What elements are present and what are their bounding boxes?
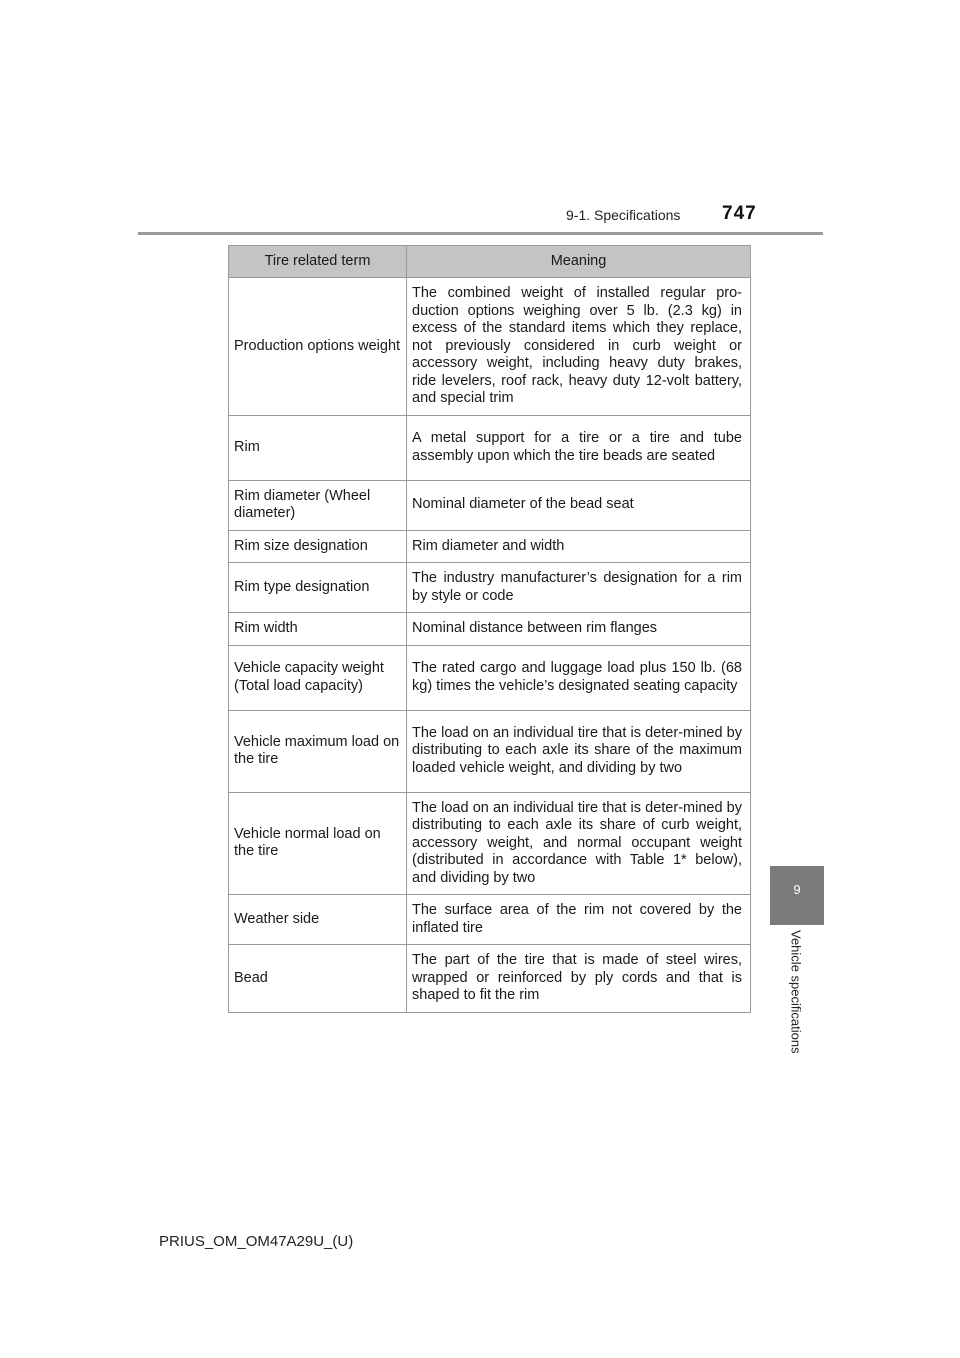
term-cell: Rim — [229, 415, 407, 480]
chapter-tab[interactable] — [770, 866, 824, 925]
term-cell: Rim size designation — [229, 530, 407, 563]
table-row — [229, 710, 751, 792]
table-row — [229, 792, 751, 895]
term-cell: Vehicle normal load on the tire — [229, 792, 407, 895]
meaning-cell: The surface area of the rim not covered by the inflated tire — [407, 895, 751, 945]
table-row — [229, 613, 751, 646]
column-header-term: Tire related term — [229, 246, 407, 278]
page-number: 747 — [722, 203, 757, 224]
table-row — [229, 895, 751, 945]
meaning-cell: Nominal distance between rim flanges — [407, 613, 751, 646]
tire-terms-table — [228, 245, 751, 1013]
meaning-cell: The combined weight of installed regular pro-duction options weighing over 5 lb. (2.3 kg) in excess of the standard items which they replace, not previously considered in curb weight or accessory weight, including heavy duty brakes, ride levelers, roof rack, heavy duty 12-volt battery, and special trim — [407, 278, 751, 416]
term-cell: Bead — [229, 945, 407, 1013]
term-cell: Vehicle capacity weight (Total load capacity) — [229, 645, 407, 710]
header-divider — [138, 232, 823, 235]
term-cell: Rim type designation — [229, 563, 407, 613]
meaning-cell: The load on an individual tire that is deter-mined by distributing to each axle its share of the maximum loaded vehicle weight, and dividing by two — [407, 710, 751, 792]
column-header-meaning: Meaning — [407, 246, 751, 278]
table-header-row — [229, 246, 751, 278]
section-title: 9-1. Specifications — [566, 207, 681, 223]
term-cell: Rim width — [229, 613, 407, 646]
chapter-label: Vehicle specifications — [788, 930, 804, 1054]
term-cell: Rim diameter (Wheel diameter) — [229, 480, 407, 530]
meaning-cell: The load on an individual tire that is deter-mined by distributing to each axle its share of curb weight, accessory weight, and normal occupant weight (distributed in accordance with Table 1* below), and dividing by two — [407, 792, 751, 895]
term-cell: Vehicle maximum load on the tire — [229, 710, 407, 792]
table-row — [229, 415, 751, 480]
term-cell: Production options weight — [229, 278, 407, 416]
meaning-cell: A metal support for a tire or a tire and tube assembly upon which the tire beads are seated — [407, 415, 751, 480]
table-row — [229, 480, 751, 530]
meaning-cell: Rim diameter and width — [407, 530, 751, 563]
table-row — [229, 563, 751, 613]
table-row — [229, 645, 751, 710]
meaning-cell: The rated cargo and luggage load plus 150 lb. (68 kg) times the vehicle’s designated seating capacity — [407, 645, 751, 710]
table-row — [229, 530, 751, 563]
term-cell: Weather side — [229, 895, 407, 945]
meaning-cell: The industry manufacturer’s designation for a rim by style or code — [407, 563, 751, 613]
chapter-number: 9 — [793, 882, 801, 897]
table-row — [229, 945, 751, 1013]
meaning-cell: The part of the tire that is made of steel wires, wrapped or reinforced by ply cords and that is shaped to fit the rim — [407, 945, 751, 1013]
meaning-cell: Nominal diameter of the bead seat — [407, 480, 751, 530]
table-row — [229, 278, 751, 416]
document-code: PRIUS_OM_OM47A29U_(U) — [159, 1233, 354, 1250]
